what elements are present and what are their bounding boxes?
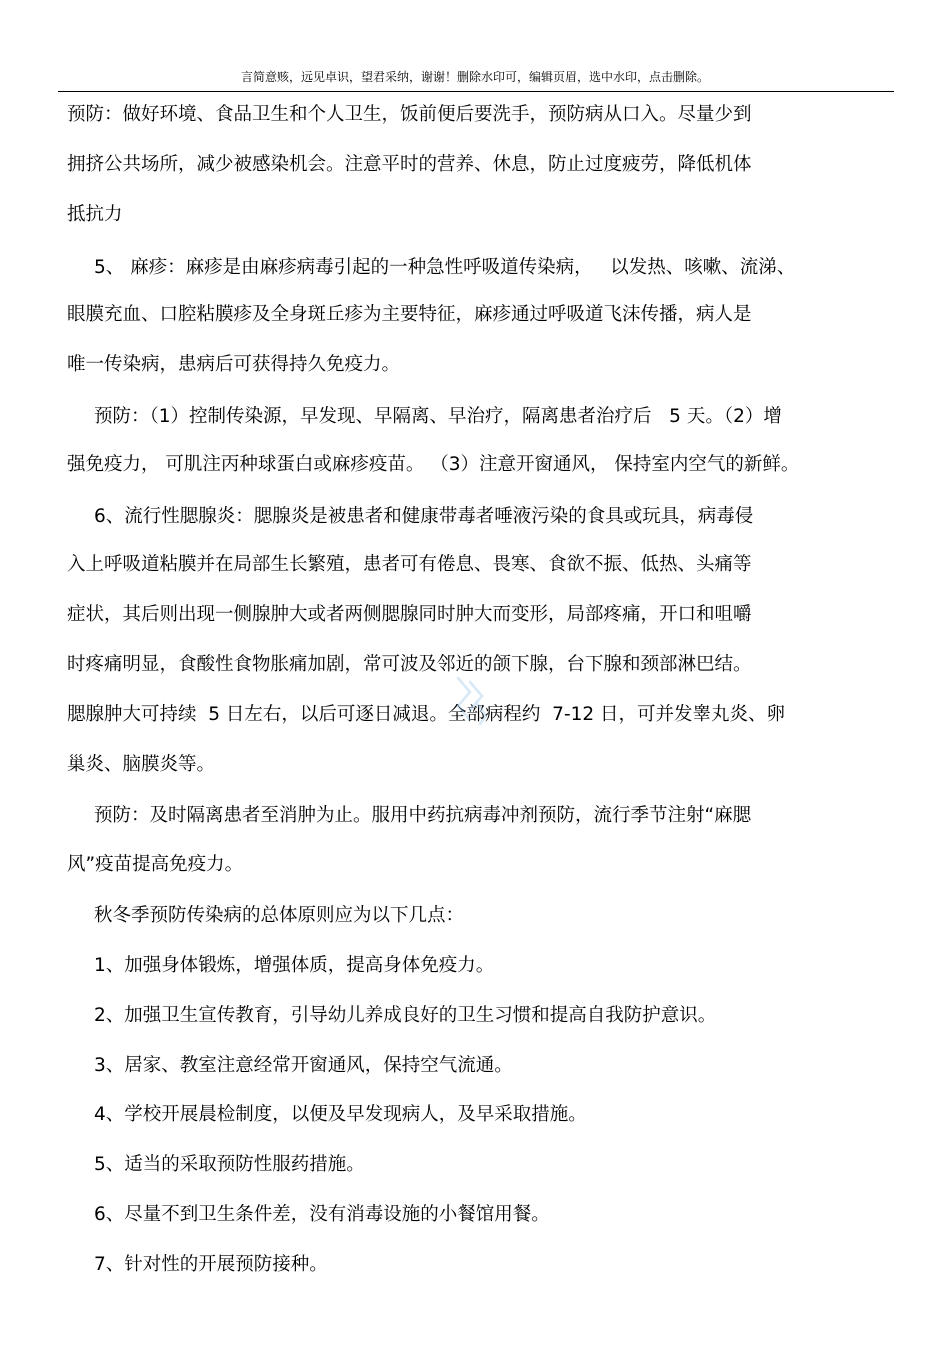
list-item: 2、加强卫生宣传教育，引导幼儿养成良好的卫生习惯和提高自我防护意识。 (94, 1005, 717, 1026)
text-line: 唯一传染病，患病后可获得持久免疫力。 (67, 354, 401, 375)
text-line: 眼膜充血、口腔粘膜疹及全身斑丘疹为主要特征，麻疹通过呼吸道飞沫传播，病人是 (67, 304, 752, 325)
text-line: 抵抗力 (67, 204, 123, 225)
list-item: 6、尽量不到卫生条件差，没有消毒设施的小餐馆用餐。 (94, 1204, 550, 1225)
text-line: 预防：（1）控制传染源，早发现、早隔离、早治疗，隔离患者治疗后 5 天。（2）增 (94, 406, 782, 427)
text-line: 时疼痛明显，食酸性食物胀痛加剧，常可波及邻近的颌下腺，台下腺和颈部淋巴结。 (67, 654, 752, 675)
text-line: 腮腺肿大可持续 5 日左右，以后可逐日减退。全部病程约 7-12 日，可并发睾丸炎、卵 (67, 704, 786, 725)
list-item: 7、针对性的开展预防接种。 (94, 1254, 328, 1275)
list-item: 5、适当的采取预防性服药措施。 (94, 1154, 365, 1175)
text-line: 拥挤公共场所，减少被感染机会。注意平时的营养、休息，防止过度疲劳，降低机体 (67, 154, 752, 175)
text-line: 症状，其后则出现一侧腺肿大或者两侧腮腺同时肿大而变形，局部疼痛，开口和咀嚼 (67, 604, 752, 625)
text-line: 强免疫力， 可肌注丙种球蛋白或麻疹疫苗。 （3）注意开窗通风， 保持室内空气的新鲜。 (67, 454, 800, 475)
text-line: 入上呼吸道粘膜并在局部生长繁殖，患者可有倦息、畏寒、食欲不振、低热、头痛等 (67, 554, 752, 575)
text-line: 风”疫苗提高免疫力。 (67, 854, 244, 875)
list-item: 3、居家、教室注意经常开窗通风，保持空气流通。 (94, 1055, 513, 1076)
text-line: 巢炎、脑膜炎等。 (67, 754, 216, 775)
page-header-note: 言简意赅，远见卓识，望君采纳，谢谢！删除水印可，编辑页眉，选中水印，点击删除。 (240, 70, 709, 84)
list-item: 4、学校开展晨检制度，以便及早发现病人，及早采取措施。 (94, 1104, 587, 1125)
text-line: 秋冬季预防传染病的总体原则应为以下几点： (94, 905, 465, 926)
text-line: 5、 麻疹：麻疹是由麻疹病毒引起的一种急性呼吸道传染病， 以发热、咳嗽、流涕、 (94, 257, 796, 278)
text-line: 6、流行性腮腺炎：腮腺炎是被患者和健康带毒者唾液污染的食具或玩具，病毒侵 (94, 506, 754, 527)
list-item: 1、加强身体锻炼，增强体质，提高身体免疫力。 (94, 955, 495, 976)
header-rule (58, 91, 894, 92)
text-line: 预防：及时隔离患者至消肿为止。服用中药抗病毒冲剂预防，流行季节注射“麻腮 (94, 805, 752, 826)
watermark-icon (450, 672, 492, 728)
text-line: 预防：做好环境、食品卫生和个人卫生，饭前便后要洗手，预防病从口入。尽量少到 (67, 104, 752, 125)
